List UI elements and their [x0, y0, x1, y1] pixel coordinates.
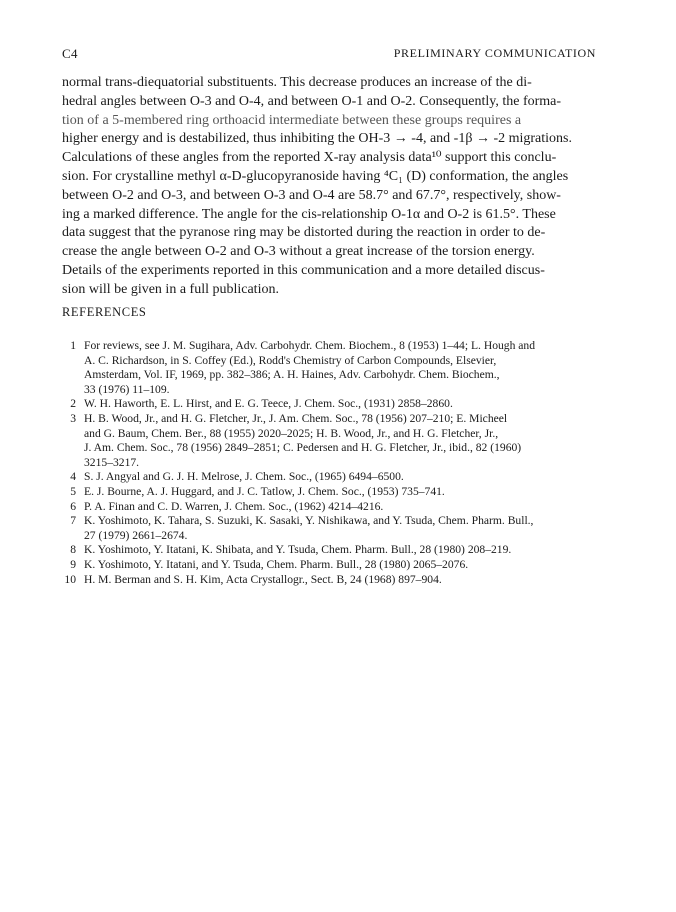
body-line: Calculations of these angles from the reported X-ray analysis data¹⁰ support this conclu- [62, 150, 557, 166]
reference-line: Amsterdam, Vol. IF, 1969, pp. 382–386; A. H. Haines, Adv. Carbohydr. Chem. Biochem., [84, 368, 500, 382]
body-line: ing a marked difference. The angle for the cis-relationship O-1α and O-2 is 61.5°. These [62, 206, 556, 222]
reference-item [62, 543, 610, 558]
body-line: data suggest that the pyranose ring may be distorted during the reaction in order to de- [62, 225, 546, 241]
page-header [62, 46, 596, 62]
body-paragraph [62, 74, 602, 300]
body-line: sion will be given in a full publication. [62, 281, 279, 297]
reference-number: 10 [64, 572, 76, 586]
reference-list [62, 339, 610, 587]
reference-line: and G. Baum, Chem. Ber., 88 (1955) 2020–2025; H. B. Wood, Jr., and H. G. Fletcher, Jr., [84, 426, 499, 440]
reference-line: W. H. Haworth, E. L. Hirst, and E. G. Teece, J. Chem. Soc., (1931) 2858–2860. [84, 397, 453, 411]
reference-item [62, 500, 610, 515]
reference-number: 2 [70, 397, 76, 411]
reference-line: J. Am. Chem. Soc., 78 (1956) 2849–2851; C. Pedersen and H. G. Fletcher, Jr., ibid., 82 (1960) [84, 441, 522, 455]
reference-item [62, 339, 610, 397]
reference-line: K. Yoshimoto, Y. Itatani, K. Shibata, and Y. Tsuda, Chem. Pharm. Bull., 28 (1980) 208–219. [84, 543, 512, 557]
reference-number: 6 [70, 499, 76, 513]
reference-item [62, 397, 610, 412]
reference-line: K. Yoshimoto, Y. Itatani, and Y. Tsuda, Chem. Pharm. Bull., 28 (1980) 2065–2076. [84, 557, 469, 571]
reference-number: 4 [70, 470, 76, 484]
reference-line: H. M. Berman and S. H. Kim, Acta Crystallogr., Sect. B, 24 (1968) 897–904. [84, 572, 442, 586]
running-title: PRELIMINARY COMMUNICATION [393, 46, 596, 60]
reference-line: S. J. Angyal and G. J. H. Melrose, J. Chem. Soc., (1965) 6494–6500. [84, 470, 404, 484]
reference-line: P. A. Finan and C. D. Warren, J. Chem. Soc., (1962) 4214–4216. [84, 499, 384, 513]
body-line: between O-2 and O-3, and between O-3 and O-4 are 58.7° and 67.7°, respectively, show- [62, 187, 561, 203]
body-line: normal trans-diequatorial substituents. This decrease produces an increase of the di- [62, 75, 532, 90]
reference-line: E. J. Bourne, A. J. Huggard, and J. C. Tatlow, J. Chem. Soc., (1953) 735–741. [84, 484, 445, 498]
reference-number: 5 [70, 484, 76, 498]
reference-item [62, 485, 610, 500]
reference-item [62, 514, 610, 543]
body-line: crease the angle between O-2 and O-3 without a great increase of the torsion energy. [62, 244, 535, 260]
reference-line: 33 (1976) 11–109. [84, 382, 170, 396]
reference-number: 8 [70, 543, 76, 557]
reference-line: 27 (1979) 2661–2674. [84, 528, 188, 542]
reference-line: A. C. Richardson, in S. Coffey (Ed.), Rodd's Chemistry of Carbon Compounds, Elsevier, [84, 353, 497, 367]
body-line: Details of the experiments reported in this communication and a more detailed discus- [62, 262, 545, 278]
reference-number: 9 [70, 557, 76, 571]
reference-number: 7 [70, 514, 76, 528]
reference-item [62, 573, 610, 588]
reference-item [62, 470, 610, 485]
reference-number: 1 [70, 339, 76, 352]
body-line: tion of a 5-membered ring orthoacid intermediate between these groups requires a [62, 112, 522, 128]
body-line: hedral angles between O-3 and O-4, and between O-1 and O-2. Consequently, the forma- [62, 93, 562, 109]
reference-line: For reviews, see J. M. Sugihara, Adv. Carbohydr. Chem. Biochem., 8 (1953) 1–44; L. Hough and [84, 339, 536, 352]
reference-line: H. B. Wood, Jr., and H. G. Fletcher, Jr., J. Am. Chem. Soc., 78 (1956) 207–210; E. Micheel [84, 411, 508, 425]
references-heading: REFERENCES [62, 305, 147, 319]
reference-number: 3 [70, 411, 76, 425]
reference-line: 3215–3217. [84, 455, 140, 469]
reference-item [62, 558, 610, 573]
reference-line: K. Yoshimoto, K. Tahara, S. Suzuki, K. Sasaki, Y. Nishikawa, and Y. Tsuda, Chem. Pharm. Bull., [84, 514, 534, 528]
reference-item [62, 412, 610, 470]
body-line: sion. For crystalline methyl α-D-glucopyranoside having ⁴C₁ (D) conformation, the angles [62, 168, 569, 184]
body-line: higher energy and is destabilized, thus inhibiting the OH-3 → -4, and -1β → -2 migrations. [62, 131, 572, 147]
page-number: C4 [62, 46, 78, 61]
